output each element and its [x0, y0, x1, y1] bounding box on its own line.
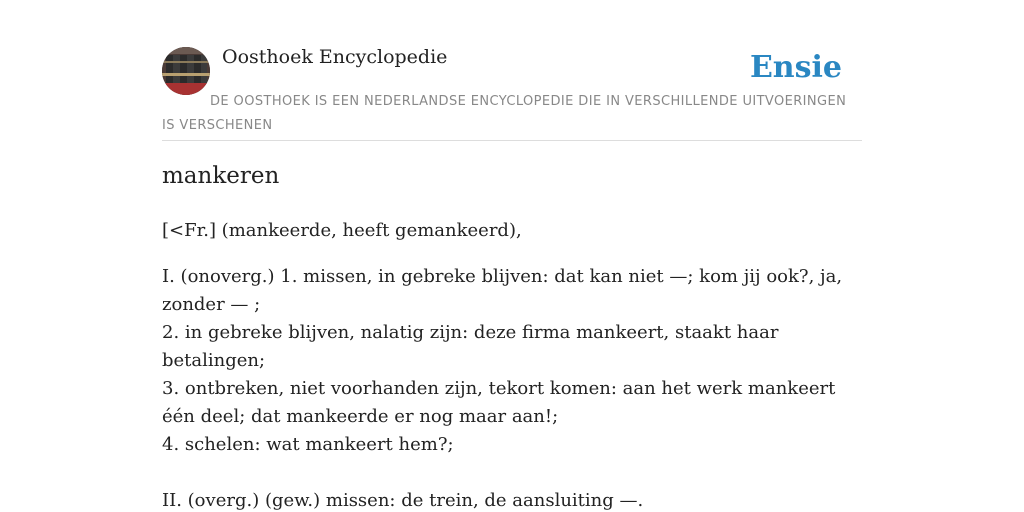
site-tagline: DE OOSTHOEK IS EEN NEDERLANDSE ENCYCLOPEDIE DIE IN VERSCHILLENDE UITVOERINGEN IS VERSCHENEN — [162, 94, 847, 133]
entry-title: mankeren — [162, 163, 280, 189]
definition-line: II. (overg.) (gew.) missen: de trein, de aansluiting —. — [162, 490, 644, 511]
definition-line: 2. in gebreke blijven, nalatig zijn: deze firma mankeert, staakt haar betalingen; — [162, 322, 779, 371]
definition-line: 3. ontbreken, niet voorhanden zijn, tekort komen: aan het werk mankeert één deel; dat mankeerde er nog maar aan!; — [162, 378, 836, 427]
entry-etymology: [<Fr.] (mankeerde, heeft gemankeerd), — [162, 220, 522, 241]
entry-definition — [162, 263, 862, 512]
encyclopedia-books-icon[interactable] — [162, 47, 210, 95]
brand-logo-link[interactable]: Ensie — [749, 50, 842, 85]
definition-line: I. (onoverg.) 1. missen, in gebreke blijven: dat kan niet —; kom jij ook?, ja, zonder — ; — [162, 266, 843, 315]
definition-line: 4. schelen: wat mankeert hem?; — [162, 434, 454, 455]
paragraph-spacer — [162, 459, 862, 487]
page-container — [162, 0, 862, 511]
site-header — [162, 0, 862, 141]
site-title[interactable]: Oosthoek Encyclopedie — [222, 46, 448, 68]
